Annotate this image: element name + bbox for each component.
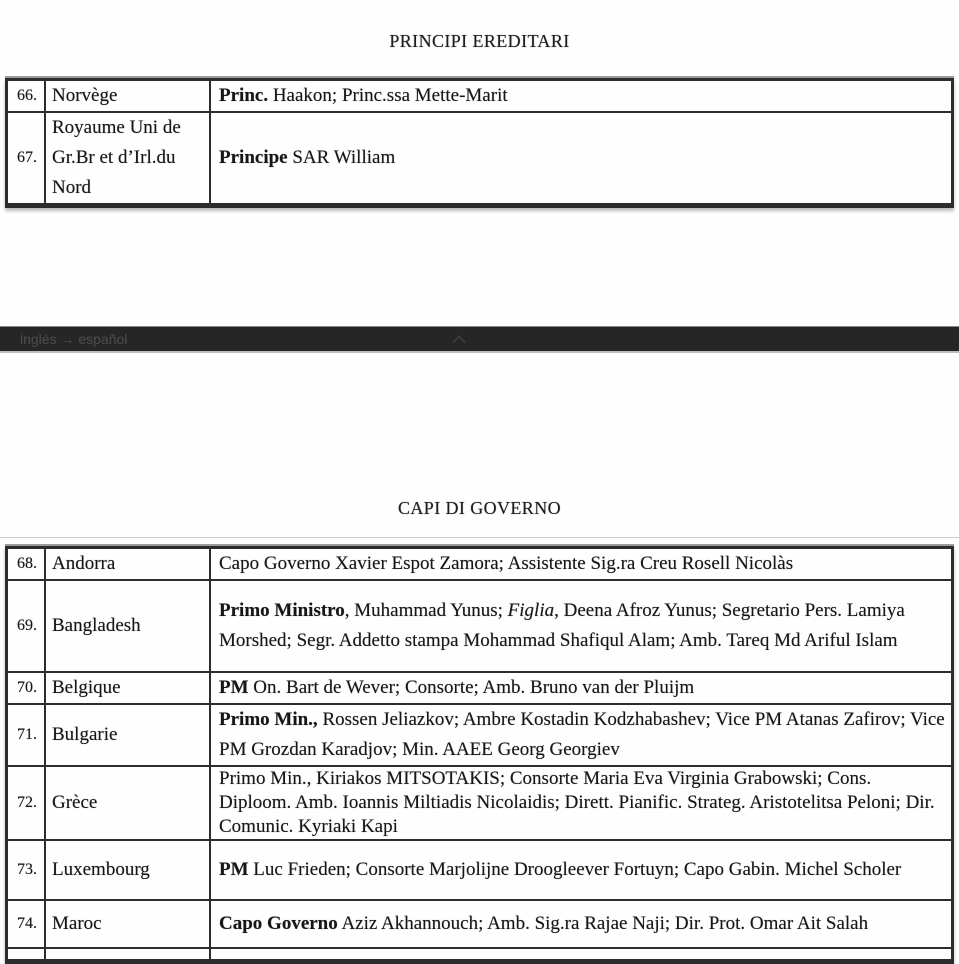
officials-cell xyxy=(211,949,951,959)
text-segment: , Muhammad Yunus; xyxy=(344,600,508,621)
country-cell: Luxembourg xyxy=(46,841,211,899)
text-segment: Aziz Akhannouch; Amb. Sig.ra Rajae Naji; Dir. Prot. Omar Ait Salah xyxy=(337,913,869,934)
country-cell: Norvège xyxy=(46,81,211,111)
country-cell: Royaume Uni de Gr.Br et d’Irl.du Nord xyxy=(46,113,211,203)
row-number-cell xyxy=(8,949,46,959)
table-row xyxy=(8,581,951,673)
table-row xyxy=(8,113,951,205)
text-segment: Primo Min., xyxy=(219,709,318,730)
officials-cell xyxy=(211,673,951,703)
row-number-cell: 72. xyxy=(8,767,46,839)
table-row xyxy=(8,949,951,961)
country-cell: Bulgarie xyxy=(46,705,211,765)
row-number-cell: 74. xyxy=(8,901,46,947)
text-segment: Principe xyxy=(219,147,288,168)
section-title-principi-ereditari: PRINCIPI EREDITARI xyxy=(389,31,570,51)
row-number-cell: 67. xyxy=(8,113,46,203)
country-cell xyxy=(46,949,211,959)
row-number-cell: 70. xyxy=(8,673,46,703)
text-segment: Primo Ministro xyxy=(219,600,345,621)
row-number-cell: 69. xyxy=(8,581,46,671)
officials-cell xyxy=(211,901,951,947)
row-number-cell: 71. xyxy=(8,705,46,765)
officials-cell xyxy=(211,841,951,899)
officials-cell xyxy=(211,113,951,203)
row-number-cell: 73. xyxy=(8,841,46,899)
officials-cell xyxy=(211,549,951,579)
text-segment: Haakon; Princ.ssa Mette-Marit xyxy=(268,85,508,106)
officials-cell xyxy=(211,705,951,765)
principi-ereditari-table xyxy=(5,78,954,208)
text-segment: , Deena Afroz Yunus; Segretario Pers. Lamiya Morshed; Segr. Addetto stampa Mohammad Shafiqul Alam; Amb. Tareq Md Ariful Islam xyxy=(219,600,905,651)
table-row xyxy=(8,549,951,581)
text-segment: Capo Governo Xavier Espot Zamora; Assistente Sig.ra Creu Rosell Nicolàs xyxy=(219,553,794,574)
text-segment: Capo Governo xyxy=(219,913,338,934)
row-number-cell: 66. xyxy=(8,81,46,111)
text-segment: Primo Min., Kiriakos MITSOTAKIS; Consorte Maria Eva Virginia Grabowski; Cons. Diploom. Amb. Ioannis Miltiadis Nicolaidis; Dirett. Pianific. Strateg. Aristotelitsa Peloni; Dir. Comunic. Kyriaki Kapi xyxy=(219,768,935,837)
section-title-capi-di-governo: CAPI DI GOVERNO xyxy=(398,498,561,518)
text-segment: SAR William xyxy=(287,147,396,168)
text-segment: Rossen Jeliazkov; Ambre Kostadin Kodzhabashev; Vice PM Atanas Zafirov; Vice PM Grozdan Karadjov; Min. AAEE Georg Georgiev xyxy=(219,709,945,760)
officials-cell xyxy=(211,81,951,111)
translate-toolbar[interactable] xyxy=(0,326,959,353)
table-row xyxy=(8,705,951,767)
table-row xyxy=(8,673,951,705)
country-cell: Bangladesh xyxy=(46,581,211,671)
text-segment: On. Bart de Wever; Consorte; Amb. Bruno van der Pluijm xyxy=(248,677,695,698)
capi-di-governo-table xyxy=(5,546,954,964)
country-cell: Belgique xyxy=(46,673,211,703)
table-row xyxy=(8,767,951,841)
country-cell: Maroc xyxy=(46,901,211,947)
translate-language-pair-label: inglés → español xyxy=(20,331,128,347)
chevron-up-icon[interactable] xyxy=(452,336,466,343)
officials-cell xyxy=(211,581,951,671)
scan-artifact-line xyxy=(0,537,959,538)
text-segment: Princ. xyxy=(219,85,269,106)
table-row xyxy=(8,841,951,901)
text-segment: Figlia xyxy=(507,600,555,621)
text-segment: Luc Frieden; Consorte Marjolijne Droogleever Fortuyn; Capo Gabin. Michel Scholer xyxy=(248,859,902,880)
officials-cell xyxy=(211,767,951,839)
row-number-cell: 68. xyxy=(8,549,46,579)
country-cell: Grèce xyxy=(46,767,211,839)
table-row xyxy=(8,81,951,113)
table-row xyxy=(8,901,951,949)
country-cell: Andorra xyxy=(46,549,211,579)
text-segment: PM xyxy=(219,859,249,880)
text-segment: PM xyxy=(219,677,249,698)
